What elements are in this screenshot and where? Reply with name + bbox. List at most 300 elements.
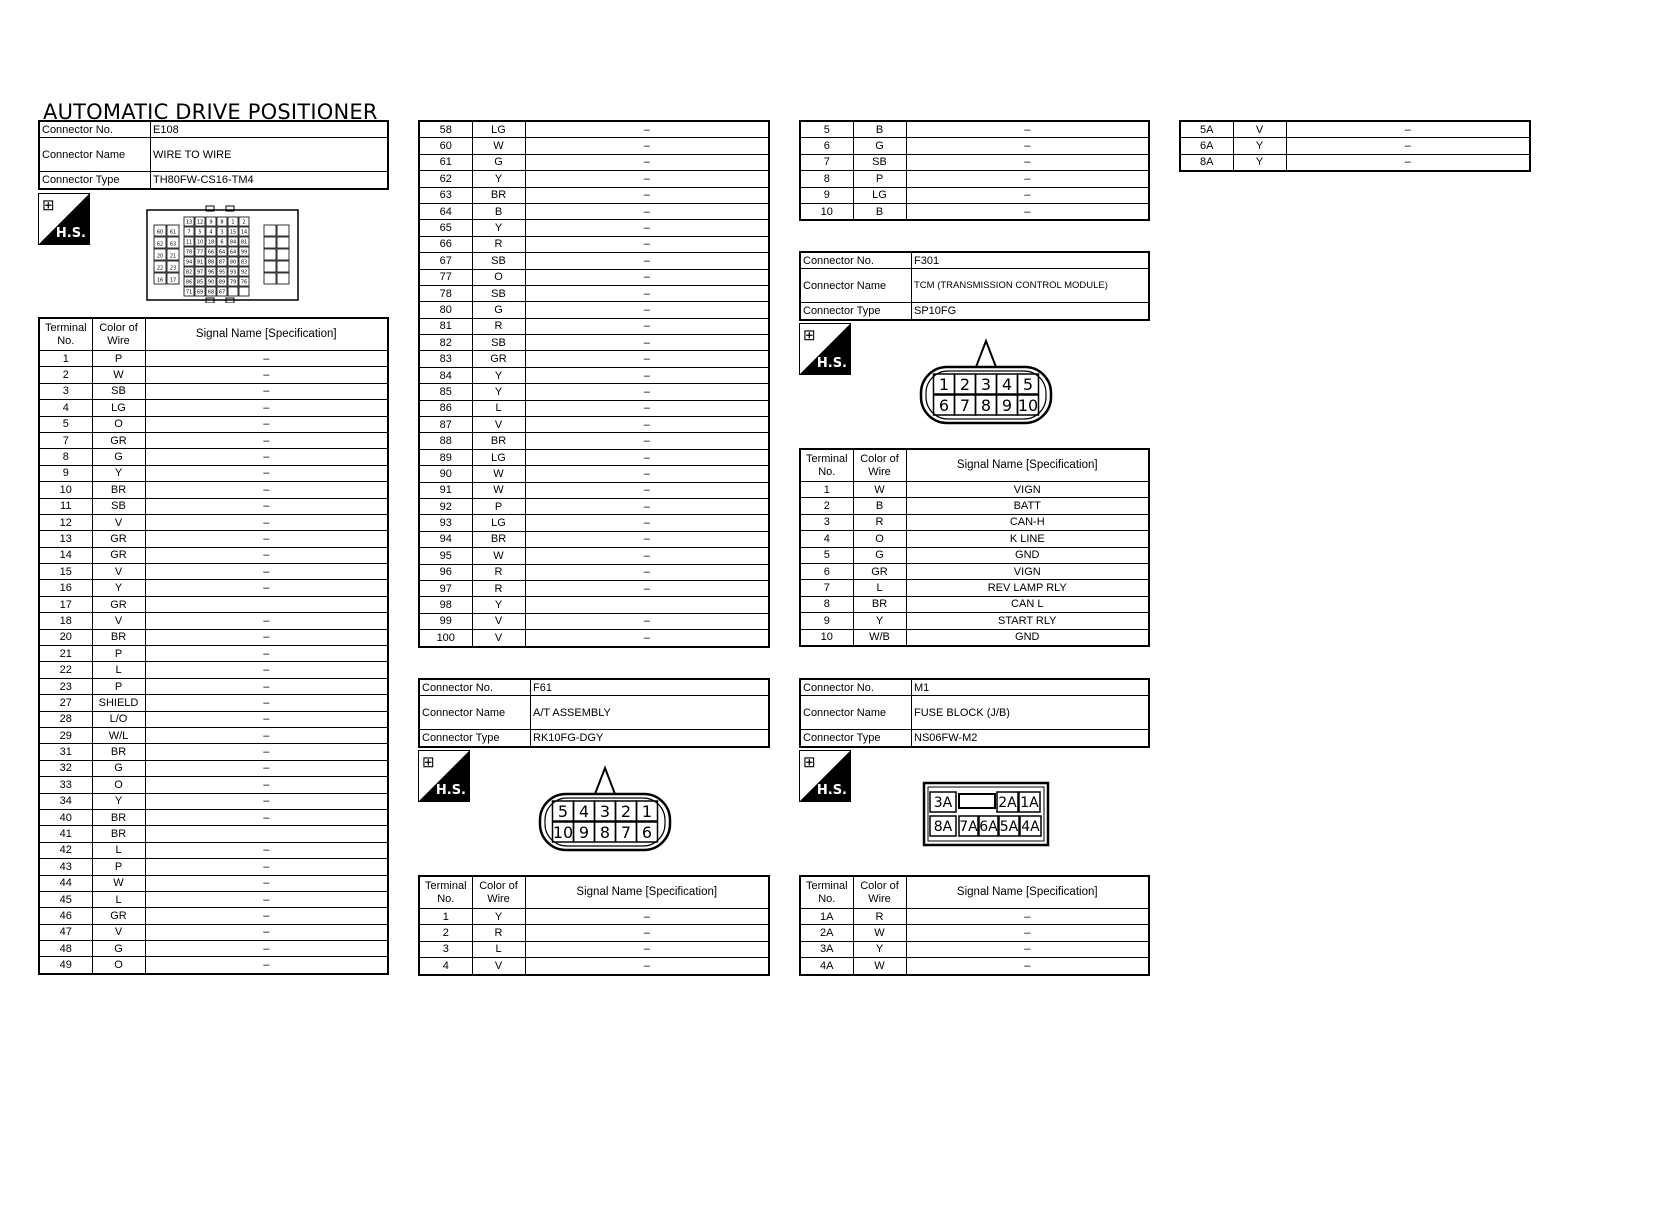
wire-color-cell: Y [1233, 154, 1286, 171]
wire-color-cell: SB [472, 253, 525, 269]
table-row [800, 629, 1149, 646]
pin-label: 61 [169, 229, 177, 236]
wire-color-cell: L [853, 580, 906, 596]
terminal-no-cell: 62 [419, 171, 472, 187]
pin-cell [264, 225, 276, 236]
signal-name-header: Signal Name [Specification] [145, 318, 388, 351]
harness-side-icon [799, 323, 851, 375]
signal-name-cell: – [525, 253, 769, 269]
connector-type-value: RK10FG-DGY [531, 730, 770, 747]
wire-color-cell: LG [853, 187, 906, 203]
table-row [1180, 121, 1530, 138]
wire-color-cell: P [92, 678, 145, 694]
wire-color-cell: SB [92, 498, 145, 514]
wire-color-cell: BR [472, 187, 525, 203]
wire-color-cell: V [1233, 121, 1286, 138]
connector-type-label: Connector Type [800, 303, 912, 320]
signal-name-cell: – [525, 187, 769, 203]
connector-no-label: Connector No. [800, 679, 912, 696]
terminal-no-cell: 1 [800, 482, 853, 498]
terminal-no-cell: 21 [39, 646, 92, 662]
signal-name-cell: – [1286, 121, 1530, 138]
terminal-no-cell: 90 [419, 466, 472, 482]
wire-color-cell: V [92, 514, 145, 530]
wire-color-cell: Y [472, 171, 525, 187]
connector-pictogram-icon: ⊞ [803, 754, 816, 771]
table-row [39, 678, 388, 694]
signal-name-cell: VIGN [906, 482, 1149, 498]
signal-name-cell: START RLY [906, 613, 1149, 629]
terminal-no-cell: 80 [419, 302, 472, 318]
terminal-no-cell: 29 [39, 727, 92, 743]
terminal-no-cell: 4 [419, 958, 472, 975]
table-row [39, 646, 388, 662]
pin-label: 2A [998, 795, 1017, 811]
f61-terminal-table-1 [418, 875, 770, 976]
signal-name-cell: – [525, 302, 769, 318]
table-row [39, 351, 388, 367]
table-row [800, 925, 1149, 941]
signal-name-cell: – [525, 220, 769, 236]
wire-color-cell: G [853, 138, 906, 154]
pin-label: 1 [938, 375, 950, 394]
terminal-no-cell: 7 [800, 154, 853, 170]
pin-label: 66 [207, 249, 215, 256]
table-row [419, 515, 769, 531]
terminal-no-cell: 3 [800, 514, 853, 530]
signal-name-cell: – [145, 547, 388, 563]
table-row [39, 547, 388, 563]
terminal-no-cell: 11 [39, 498, 92, 514]
terminal-no-cell: 23 [39, 678, 92, 694]
hs-label: H.S. [816, 356, 847, 371]
connector-pictogram-icon: ⊞ [42, 197, 55, 214]
wire-color-cell: P [92, 646, 145, 662]
f61-connector-info [418, 678, 770, 748]
page-title: AUTOMATIC DRIVE POSITIONER [43, 100, 378, 124]
signal-name-cell: BATT [906, 498, 1149, 514]
terminal-no-cell: 1 [39, 351, 92, 367]
wire-color-cell: W [853, 958, 906, 975]
pin-label: 5 [1022, 375, 1034, 394]
terminal-no-cell: 6 [800, 138, 853, 154]
wire-color-cell: B [472, 203, 525, 219]
table-row [800, 154, 1149, 170]
table-row [39, 531, 388, 547]
signal-name-header: Signal Name [Specification] [525, 876, 769, 909]
table-row [419, 498, 769, 514]
terminal-no-cell: 2A [800, 925, 853, 941]
terminal-no-cell: 14 [39, 547, 92, 563]
pin-label: 6A [979, 819, 998, 835]
table-row [419, 613, 769, 629]
table-row [39, 711, 388, 727]
pin-label: 5A [999, 819, 1019, 835]
pin-label: 2 [959, 375, 971, 394]
table-row [39, 580, 388, 596]
terminal-no-cell: 28 [39, 711, 92, 727]
terminal-no-cell: 32 [39, 760, 92, 776]
signal-name-cell: – [145, 580, 388, 596]
signal-name-cell: – [145, 629, 388, 645]
signal-name-cell: – [145, 793, 388, 809]
terminal-no-cell: 63 [419, 187, 472, 203]
table-row [419, 548, 769, 564]
terminal-no-cell: 82 [419, 335, 472, 351]
pin-label: 71 [185, 289, 193, 296]
hs-label: H.S. [816, 783, 847, 798]
wire-color-cell: V [92, 924, 145, 940]
wire-color-cell: O [92, 777, 145, 793]
connector-no-label: Connector No. [800, 252, 912, 269]
signal-name-cell: K LINE [906, 531, 1149, 547]
signal-name-cell: – [525, 285, 769, 301]
pin-label: 12 [196, 219, 204, 226]
signal-name-cell [145, 826, 388, 842]
wire-color-cell: G [92, 760, 145, 776]
wire-color-cell: R [472, 564, 525, 580]
signal-name-cell: – [525, 498, 769, 514]
wire-color-cell: SB [92, 383, 145, 399]
pin-label: 3A [933, 795, 953, 811]
terminal-no-cell: 44 [39, 875, 92, 891]
terminal-no-cell: 86 [419, 400, 472, 416]
pin-label: 78 [185, 249, 193, 256]
pin-label: 67 [218, 289, 226, 296]
signal-name-cell: – [906, 941, 1149, 957]
connector-name-value: FUSE BLOCK (J/B) [912, 696, 1150, 730]
signal-name-cell: CAN L [906, 596, 1149, 612]
wire-color-cell: R [472, 318, 525, 334]
pin-cell [264, 249, 276, 260]
terminal-no-cell: 97 [419, 580, 472, 596]
connector-no-label: Connector No. [39, 121, 151, 138]
signal-name-cell: – [525, 138, 769, 154]
wire-color-cell: W [472, 138, 525, 154]
pin-label: 6 [641, 823, 653, 842]
signal-name-cell: – [145, 383, 388, 399]
signal-name-cell: – [1286, 154, 1530, 171]
wire-color-cell: GR [472, 351, 525, 367]
terminal-no-cell: 5 [39, 416, 92, 432]
f301-connector-face [916, 337, 1056, 429]
terminal-no-cell: 45 [39, 891, 92, 907]
pin-label: 21 [169, 253, 177, 260]
wire-color-cell: W/L [92, 727, 145, 743]
f61-terminal-table-2 [799, 120, 1150, 221]
pin-cell [277, 273, 289, 284]
signal-name-cell: – [906, 171, 1149, 187]
terminal-no-cell: 43 [39, 859, 92, 875]
pin-label: 62 [156, 241, 164, 248]
wire-color-cell: W [472, 548, 525, 564]
table-row [800, 958, 1149, 975]
wire-color-cell: P [92, 859, 145, 875]
connector-no-value: M1 [912, 679, 1150, 696]
pin-label: 14 [240, 229, 248, 236]
terminal-no-cell: 2 [419, 925, 472, 941]
terminal-no-cell: 78 [419, 285, 472, 301]
signal-name-cell: – [525, 515, 769, 531]
signal-name-cell: – [525, 367, 769, 383]
terminal-no-cell: 7 [39, 432, 92, 448]
table-row [800, 909, 1149, 925]
terminal-no-cell: 46 [39, 908, 92, 924]
pin-label: 11 [185, 239, 193, 246]
table-row [39, 514, 388, 530]
f301-connector-info [799, 251, 1150, 321]
signal-name-header: Signal Name [Specification] [906, 449, 1149, 482]
e108-connector-info [38, 120, 389, 190]
e108-connector-face [146, 205, 300, 303]
terminal-no-cell: 2 [800, 498, 853, 514]
wire-color-cell: Y [472, 384, 525, 400]
signal-name-cell: – [525, 269, 769, 285]
signal-name-cell: – [145, 465, 388, 481]
wire-color-cell: R [472, 580, 525, 596]
signal-name-cell: – [525, 531, 769, 547]
terminal-no-cell: 5A [1180, 121, 1233, 138]
connector-pictogram-icon: ⊞ [803, 327, 816, 344]
signal-name-cell: – [145, 957, 388, 974]
pin-label: 1 [231, 219, 235, 226]
e108-terminal-table-1 [38, 317, 389, 975]
terminal-no-cell: 87 [419, 417, 472, 433]
terminal-no-cell: 66 [419, 236, 472, 252]
pin-label: 4 [578, 802, 590, 821]
pin-label: 60 [156, 229, 164, 236]
signal-name-cell [145, 596, 388, 612]
signal-name-cell: – [145, 711, 388, 727]
pin-label: 16 [156, 277, 164, 284]
connector-type-value: SP10FG [912, 303, 1150, 320]
table-row [39, 400, 388, 416]
table-row [39, 432, 388, 448]
wire-color-cell: Y [472, 597, 525, 613]
table-row [419, 367, 769, 383]
terminal-no-cell: 34 [39, 793, 92, 809]
table-row [419, 909, 769, 925]
signal-name-cell: – [145, 498, 388, 514]
wire-color-cell: BR [92, 744, 145, 760]
wire-color-cell: G [92, 449, 145, 465]
signal-name-cell: – [145, 482, 388, 498]
terminal-no-cell: 61 [419, 154, 472, 170]
connector-no-value: F61 [531, 679, 770, 696]
wire-color-cell: O [92, 416, 145, 432]
pin-label: 6 [938, 396, 950, 415]
pin-label: 2 [242, 219, 246, 226]
terminal-no-cell: 33 [39, 777, 92, 793]
pin-label: 88 [207, 259, 215, 266]
wire-color-cell: SB [472, 335, 525, 351]
signal-name-cell: – [145, 760, 388, 776]
terminal-no-cell: 77 [419, 269, 472, 285]
pin-label: 64 [218, 249, 226, 256]
terminal-no-header: Terminal No. [39, 318, 92, 351]
terminal-no-cell: 3 [39, 383, 92, 399]
pin-label: 9 [578, 823, 590, 842]
pin-label: 4A [1021, 819, 1040, 835]
table-row [800, 580, 1149, 596]
table-row [419, 351, 769, 367]
pin-cell [277, 237, 289, 248]
table-row [419, 958, 769, 975]
terminal-no-cell: 1A [800, 909, 853, 925]
m1-terminal-table-2 [1179, 120, 1531, 172]
terminal-no-cell: 8 [800, 171, 853, 187]
signal-name-cell: – [906, 909, 1149, 925]
wire-color-cell: G [853, 547, 906, 563]
pin-label: 80 [229, 259, 237, 266]
signal-name-cell: – [145, 744, 388, 760]
pin-label: 17 [169, 277, 177, 284]
table-row [39, 367, 388, 383]
pin-label: 3 [980, 375, 992, 394]
pin-label: 22 [156, 265, 164, 272]
wire-color-cell: R [472, 236, 525, 252]
pin-label: 3 [220, 229, 224, 236]
signal-name-cell: – [145, 351, 388, 367]
wire-color-cell: Y [472, 909, 525, 925]
table-row [39, 449, 388, 465]
color-of-wire-header: Color of Wire [92, 318, 145, 351]
e108-terminal-table-2 [418, 120, 770, 648]
table-row [39, 777, 388, 793]
pin-label: 90 [207, 279, 215, 286]
table-row [419, 564, 769, 580]
f301-terminal-table [799, 448, 1150, 647]
signal-name-cell: – [145, 646, 388, 662]
signal-name-cell: – [525, 958, 769, 975]
signal-name-cell: – [525, 548, 769, 564]
table-row [39, 760, 388, 776]
table-row [39, 809, 388, 825]
terminal-no-cell: 58 [419, 121, 472, 138]
terminal-no-cell: 9 [39, 465, 92, 481]
signal-name-cell: – [525, 335, 769, 351]
signal-name-cell: – [906, 203, 1149, 220]
signal-name-cell: – [145, 514, 388, 530]
terminal-no-cell: 15 [39, 564, 92, 580]
signal-name-cell: – [525, 417, 769, 433]
table-row [39, 695, 388, 711]
pin-cell [239, 287, 249, 296]
pin-label: 7 [187, 229, 191, 236]
wire-color-cell: W [853, 925, 906, 941]
table-row [39, 859, 388, 875]
table-row [419, 449, 769, 465]
pin-label: 83 [240, 259, 248, 266]
table-row [1180, 138, 1530, 154]
terminal-no-cell: 41 [39, 826, 92, 842]
signal-name-cell: – [525, 449, 769, 465]
m1-terminal-table-1 [799, 875, 1150, 976]
wire-color-cell: SHIELD [92, 695, 145, 711]
wire-color-cell: LG [472, 515, 525, 531]
terminal-no-cell: 4A [800, 958, 853, 975]
pin-label: 18 [207, 239, 215, 246]
table-row [419, 203, 769, 219]
signal-name-cell: GND [906, 547, 1149, 563]
terminal-no-cell: 18 [39, 613, 92, 629]
hs-label: H.S. [435, 783, 466, 798]
table-row [39, 727, 388, 743]
signal-name-cell: VIGN [906, 563, 1149, 579]
table-row [419, 925, 769, 941]
signal-name-header: Signal Name [Specification] [906, 876, 1149, 909]
pin-label: 92 [240, 269, 248, 276]
signal-name-cell: – [906, 121, 1149, 138]
signal-name-cell: CAN-H [906, 514, 1149, 530]
terminal-no-cell: 49 [39, 957, 92, 974]
wire-color-cell: O [92, 957, 145, 974]
terminal-no-cell: 5 [800, 547, 853, 563]
wire-color-cell: G [472, 302, 525, 318]
table-row [39, 891, 388, 907]
wire-color-cell: B [853, 203, 906, 220]
table-row [419, 187, 769, 203]
table-row [39, 596, 388, 612]
table-row [39, 416, 388, 432]
table-row [800, 563, 1149, 579]
harness-side-icon [418, 750, 470, 802]
pin-label: 69 [196, 289, 204, 296]
wire-color-cell: L [472, 400, 525, 416]
signal-name-cell: – [525, 909, 769, 925]
pin-label: 15 [229, 229, 237, 236]
terminal-no-cell: 7 [800, 580, 853, 596]
pin-cell [277, 261, 289, 272]
signal-name-cell: – [1286, 138, 1530, 154]
table-row [800, 514, 1149, 530]
wire-color-cell: Y [1233, 138, 1286, 154]
pin-label: 6 [220, 239, 224, 246]
terminal-no-cell: 47 [39, 924, 92, 940]
wire-color-cell: L [92, 891, 145, 907]
terminal-no-cell: 22 [39, 662, 92, 678]
table-row [419, 466, 769, 482]
terminal-no-cell: 16 [39, 580, 92, 596]
wire-color-cell: O [853, 531, 906, 547]
table-row [419, 335, 769, 351]
wire-color-cell: P [92, 351, 145, 367]
terminal-no-cell: 4 [39, 400, 92, 416]
signal-name-cell: – [145, 777, 388, 793]
pin-label: 68 [207, 289, 215, 296]
terminal-no-cell: 48 [39, 941, 92, 957]
signal-name-cell: – [525, 433, 769, 449]
pin-label: 89 [218, 279, 226, 286]
pin-label: 85 [196, 279, 204, 286]
table-row [39, 564, 388, 580]
terminal-no-cell: 3A [800, 941, 853, 957]
table-row [39, 826, 388, 842]
signal-name-cell [525, 597, 769, 613]
wire-color-cell: W [472, 466, 525, 482]
wire-color-cell: B [853, 121, 906, 138]
terminal-no-cell: 81 [419, 318, 472, 334]
terminal-no-cell: 65 [419, 220, 472, 236]
wire-color-cell: Y [472, 220, 525, 236]
terminal-no-cell: 88 [419, 433, 472, 449]
connector-name-value: TCM (TRANSMISSION CONTROL MODULE) [912, 269, 1150, 303]
terminal-no-cell: 98 [419, 597, 472, 613]
table-row [39, 908, 388, 924]
pin-label: 1 [641, 802, 653, 821]
pin-label: 8A [933, 819, 953, 835]
table-row [419, 285, 769, 301]
